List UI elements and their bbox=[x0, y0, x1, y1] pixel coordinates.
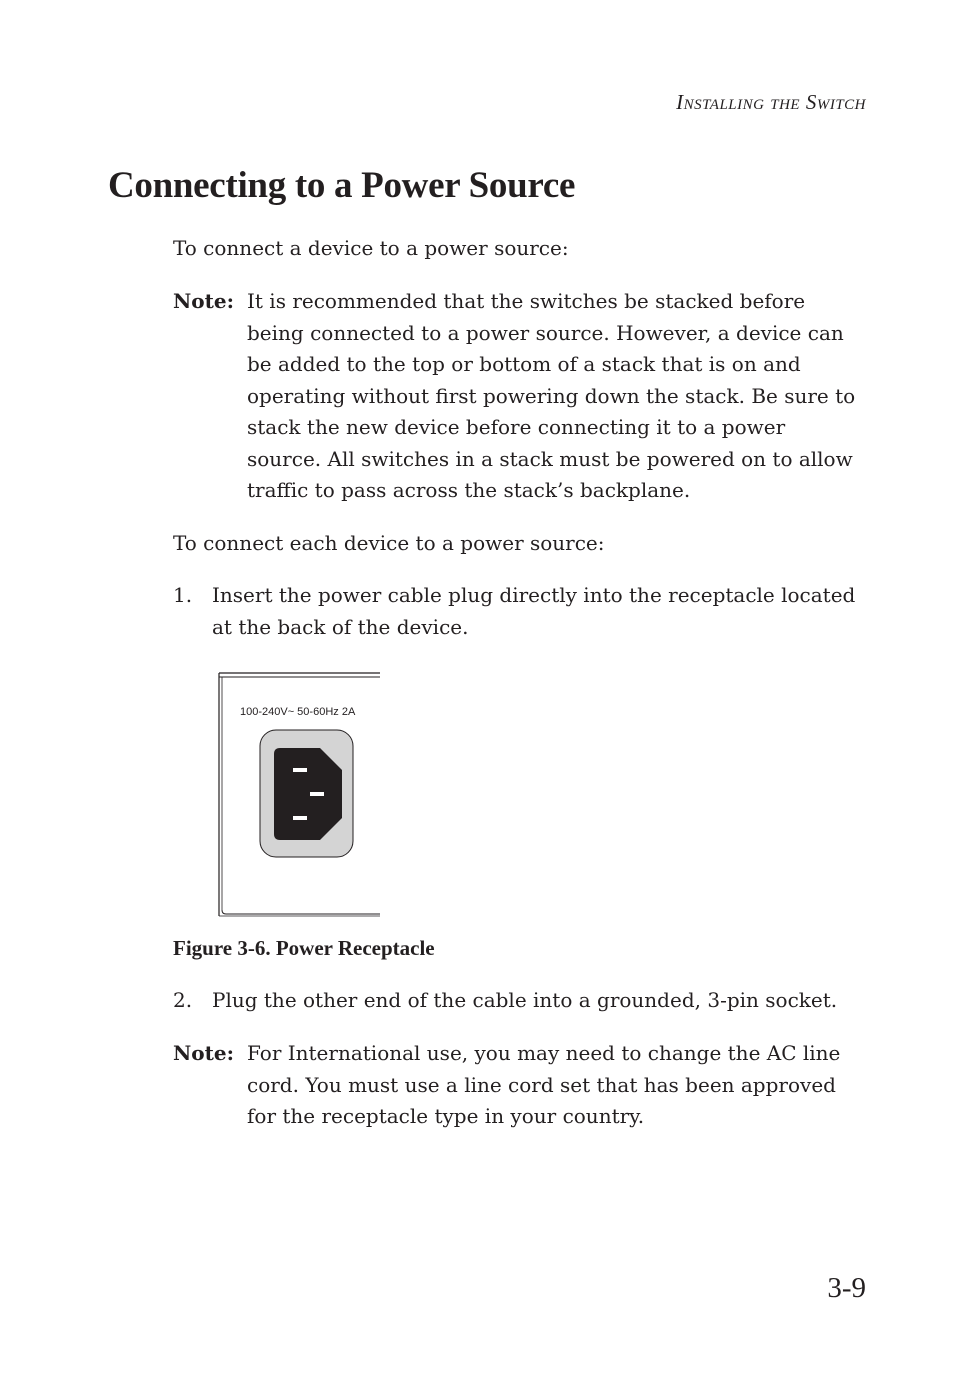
step-text: Insert the power cable plug directly into the receptacle located at the back of the device. bbox=[212, 583, 856, 639]
receptacle-socket bbox=[274, 748, 342, 840]
step-2 bbox=[173, 985, 863, 1017]
step-text: Plug the other end of the cable into a grounded, 3-pin socket. bbox=[212, 988, 838, 1012]
note-text: For International use, you may need to change the AC line cord. You must use a line cord set that has been approved for the receptacle type in your country. bbox=[247, 1041, 841, 1128]
note-international bbox=[173, 1038, 863, 1133]
page-number: 3-9 bbox=[827, 1272, 866, 1304]
power-receptacle-figure bbox=[216, 670, 382, 920]
page-title: Connecting to a Power Source bbox=[108, 165, 576, 206]
ground-pin-slot bbox=[310, 792, 324, 796]
step-number: 1. bbox=[173, 583, 193, 607]
live-pin-slot bbox=[293, 768, 307, 772]
note-label: Note: bbox=[173, 289, 234, 313]
running-header: Installing the Switch bbox=[676, 90, 866, 114]
note-stacking bbox=[173, 286, 863, 507]
voltage-rating-label: 100-240V~ 50-60Hz 2A bbox=[240, 706, 356, 718]
panel-bottom-edge bbox=[222, 910, 380, 914]
intro-paragraph-2: To connect each device to a power source: bbox=[173, 531, 605, 555]
note-label: Note: bbox=[173, 1041, 234, 1065]
intro-paragraph: To connect a device to a power source: bbox=[173, 236, 569, 260]
note-text: It is recommended that the switches be stacked before being connected to a power source. However, a device can be added to the top or bottom of a stack that is on and operating without first powering down the stack. Be sure to stack the new device before connecting it to a power source. All switches in a stack must be powered on to allow traffic to pass across the stack’s backplane. bbox=[247, 289, 856, 502]
power-receptacle-illustration bbox=[216, 670, 382, 920]
step-number: 2. bbox=[173, 988, 193, 1012]
step-1 bbox=[173, 580, 863, 643]
figure-caption: Figure 3-6. Power Receptacle bbox=[173, 936, 435, 960]
neutral-pin-slot bbox=[293, 816, 307, 820]
